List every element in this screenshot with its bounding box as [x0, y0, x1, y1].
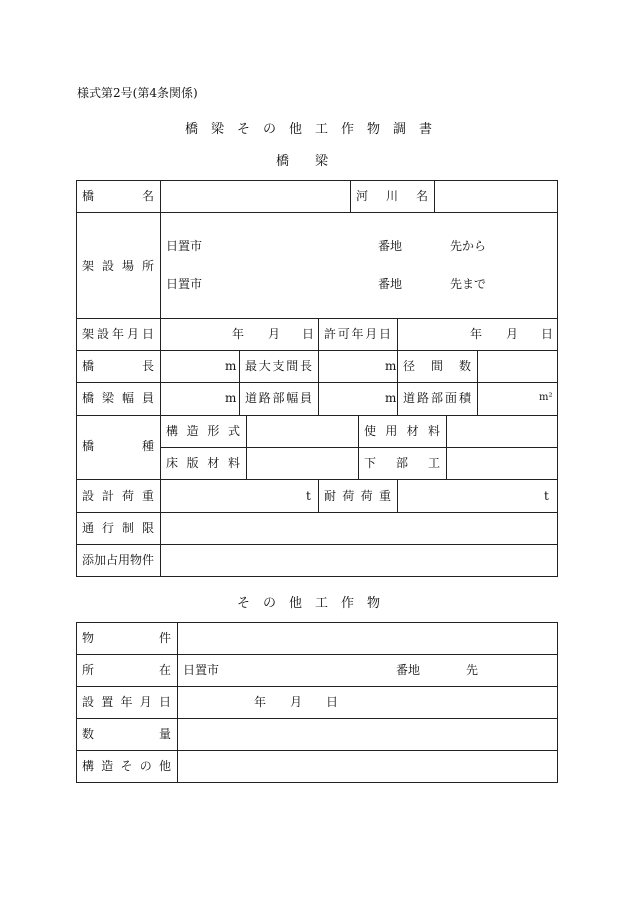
attached-items-label: 添加占用物件: [82, 553, 155, 567]
spans-label: 径 間 数: [403, 359, 471, 373]
road-width-label: 道 路 部 幅 員: [245, 391, 312, 405]
other-location-city: 日置市: [183, 663, 220, 677]
permit-month-unit: 月: [506, 327, 519, 341]
max-span-label: 最 大 支 間 長: [245, 359, 312, 373]
construction-day-unit: 日: [302, 327, 315, 341]
bridge-type-label: 橋 種: [82, 439, 154, 453]
permit-year-unit: 年: [470, 327, 483, 341]
other-location-saki: 先: [466, 663, 479, 677]
road-area-unit: m²: [539, 392, 553, 403]
road-width-unit: m: [385, 391, 397, 405]
river-name-label: 河 川 名: [356, 189, 428, 203]
road-area-label: 道 路 部 面 積: [403, 391, 471, 405]
structure-other-label: 構 造 そ の 他: [82, 759, 171, 773]
location-label: 所 在: [82, 663, 171, 677]
location-from-suffix: 先から: [450, 239, 487, 253]
substructure-label: 下 部 工: [364, 456, 440, 470]
material-label: 使 用 材 料: [364, 424, 440, 438]
install-date-label: 設 置 年 月 日: [82, 695, 171, 709]
width-unit: m: [225, 391, 237, 405]
construction-month-unit: 月: [268, 327, 281, 341]
install-day-unit: 日: [326, 695, 339, 709]
other-section-title: その他工作物: [236, 596, 393, 611]
design-load-label: 設 計 荷 重: [82, 489, 154, 503]
permit-date-label: 許 可 年 月 日: [324, 327, 391, 341]
bridge-name-label: 橋 名: [82, 189, 154, 203]
load-capacity-label: 耐 荷 荷 重: [324, 489, 391, 503]
form-number: 様式第2号(第4条関係): [77, 86, 198, 100]
document-title: 橋梁その他工作物調書: [184, 122, 445, 137]
traffic-restriction-label: 通 行 制 限: [82, 521, 154, 535]
item-label: 物 件: [82, 631, 171, 645]
construction-year-unit: 年: [232, 327, 245, 341]
length-label: 橋 長: [82, 359, 154, 373]
max-span-unit: m: [385, 359, 397, 373]
location-from-city: 日置市: [166, 239, 203, 253]
width-label: 橋 梁 幅 員: [82, 391, 154, 405]
construction-date-label: 架 設 年 月 日: [82, 327, 154, 341]
location-label: 架 設 場 所: [82, 259, 154, 273]
install-year-unit: 年: [254, 695, 267, 709]
structure-form-label: 構 造 形 式: [166, 424, 240, 438]
quantity-label: 数 量: [82, 727, 171, 741]
location-to-city: 日置市: [166, 277, 203, 291]
location-to-suffix: 先まで: [450, 277, 487, 291]
deck-material-label: 床 版 材 料: [166, 456, 240, 470]
other-location-banchi: 番地: [396, 663, 421, 677]
permit-day-unit: 日: [541, 327, 554, 341]
load-capacity-unit: t: [544, 489, 549, 503]
length-unit: m: [225, 359, 237, 373]
location-from-banchi: 番地: [378, 239, 403, 253]
install-month-unit: 月: [290, 695, 303, 709]
design-load-unit: t: [306, 489, 311, 503]
location-to-banchi: 番地: [378, 277, 403, 291]
bridge-section-title: 橋梁: [275, 154, 354, 169]
